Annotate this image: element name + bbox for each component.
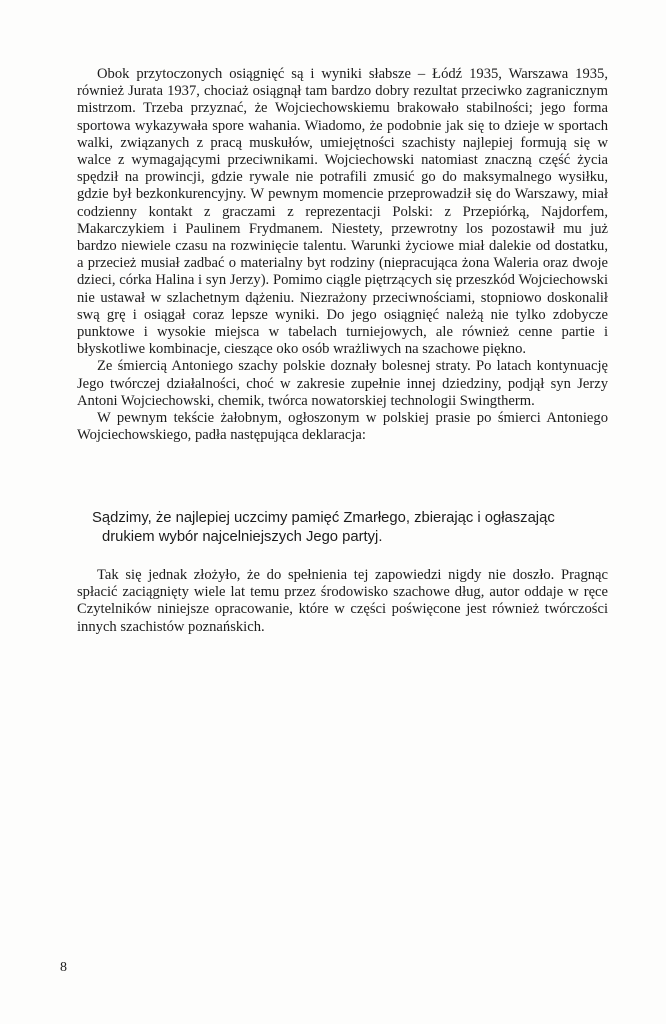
paragraph-death: Ze śmiercią Antoniego szachy polskie doznały bolesnej straty. Po latach kontynuację Jego twórczej działalności, choć w zakresie zupełnie innej dziedziny, podjął syn Jerzy Antoni Wojciechowski, chemik, twórca nowatorskiej technologii Swingtherm. xyxy=(77,358,608,409)
paragraph-results: Obok przytoczonych osiągnięć są i wyniki słabsze – Łódź 1935, Warszawa 1935, również Jurata 1937, chociaż osiągnął tam bardzo dobry rezultat przeciwko zagranicznym mistrzom. Trzeba przyznać, że Wojciechowskiemu brakowało stabilności; jego forma sportowa wykazywała spore wahania. Wiadomo, że podobnie jak się to dzieje w sportach walki, związanych z pracą muskułów, umiejętności szachisty najlepiej formują się w walce z wymagającymi przeciwnikami. Wojciechowski natomiast znaczną część życia spędził na prowincji, gdzie rywale nie potrafili zmusić go do maksymalnego wysiłku, gdzie był bezkonkurencyjny. W pewnym momencie przeprowadził się do Warszawy, miał codzienny kontakt z graczami z reprezentacji Polski: z Przepiórką, Najdorfem, Makarczykiem i Paulinem Frydmanem. Niestety, przewrotny los pozostawił mu już bardzo niewiele czasu na rozwinięcie talentu. Warunki życiowe miał dalekie od dostatku, a przecież musiał zadbać o materialny byt rodziny (niepracująca żona Waleria oraz dwoje dzieci, córka Halina i syn Jerzy). Pomimo ciągle piętrzących się przeszkód Wojciechowski nie ustawał w szlachetnym dążeniu. Niezrażony przeciwnościami, stopniowo doskonalił swą grę i osiągał coraz lepsze wyniki. Do jego osiągnięć należą nie tylko zdobycze punktowe i wysokie miejsca w tabelach turniejowych, ale również cenne partie i błyskotliwe kombinacje, cieszące oko osób wrażliwych na szachowe piękno. xyxy=(77,66,608,358)
page-number: 8 xyxy=(60,960,67,975)
body-text xyxy=(77,66,608,444)
quotation xyxy=(92,509,616,547)
paragraph-obituary: W pewnym tekście żałobnym, ogłoszonym w polskiej prasie po śmierci Antoniego Wojciechowskiego, padła następująca deklaracja: xyxy=(77,410,608,444)
quotation-line-2: drukiem wybór najcelniejszych Jego partyj. xyxy=(102,529,383,545)
closing-text xyxy=(77,567,608,636)
quotation-line-1: Sądzimy, że najlepiej uczcimy pamięć Zmarłego, zbierając i ogłaszając xyxy=(92,510,555,526)
paragraph-closing: Tak się jednak złożyło, że do spełnienia tej zapowiedzi nigdy nie doszło. Pragnąc spłacić zaciągnięty wiele lat temu przez środowisko szachowe dług, autor oddaje w ręce Czytelników niniejsze opracowanie, które w części poświęcone jest również twórczości innych szachistów poznańskich. xyxy=(77,567,608,635)
